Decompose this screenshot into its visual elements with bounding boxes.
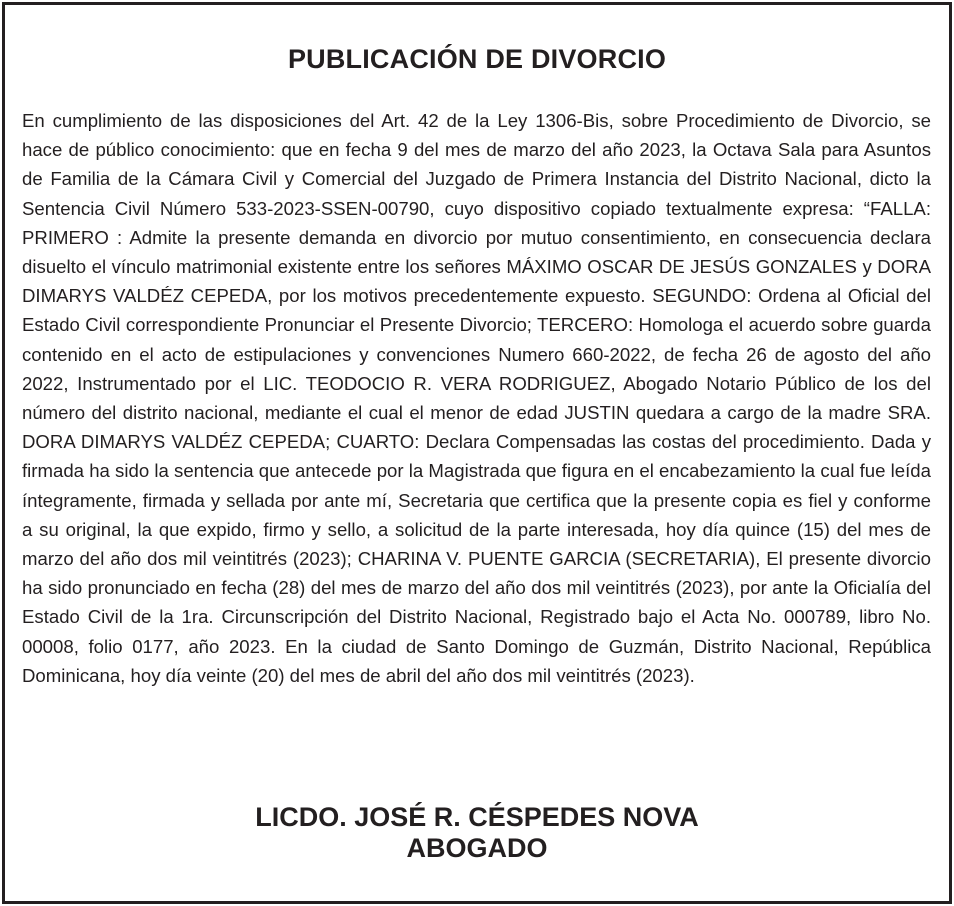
legal-notice-box xyxy=(2,2,952,904)
signature-block xyxy=(5,802,949,864)
signature-role: ABOGADO xyxy=(406,833,548,863)
signature-name: LICDO. JOSÉ R. CÉSPEDES NOVA xyxy=(255,802,699,832)
notice-body-text: En cumplimiento de las disposiciones del Art. 42 de la Ley 1306-Bis, sobre Procedimiento de Divorcio, se hace de público conocimiento: que en fecha 9 del mes de marzo del año 2023, la Octava Sala para Asuntos de Familia de la Cámara Civil y Comercial del Juzgado de Primera Instancia del Distrito Nacional, dicto la Sentencia Civil Número 533-2023-SSEN-00790, cuyo dispositivo copiado textualmente expresa: “FALLA: PRIMERO : Admite la presente demanda en divorcio por mutuo consentimiento, en consecuencia declara disuelto el vínculo matrimonial existente entre los señores MÁXIMO OSCAR DE JESÚS GONZALES y DORA DIMARYS VALDÉZ CEPEDA, por los motivos precedentemente expuesto. SEGUNDO: Ordena al Oficial del Estado Civil correspondiente Pronunciar el Presente Divorcio; TERCERO: Homologa el acuerdo sobre guarda contenido en el acto de estipulaciones y convenciones Numero 660-2022, de fecha 26 de agosto del año 2022, Instrumentado por el LIC. TEODOCIO R. VERA RODRIGUEZ, Abogado Notario Público de los del número del distrito nacional, mediante el cual el menor de edad JUSTIN quedara a cargo de la madre SRA. DORA DIMARYS VALDÉZ CEPEDA; CUARTO: Declara Compensadas las costas del procedimiento. Dada y firmada ha sido la sentencia que antecede por la Magistrada que figura en el encabezamiento la cual fue leída íntegramente, firmada y sellada por ante mí, Secretaria que certifica que la presente copia es fiel y conforme a su original, la que expido, firmo y sello, a solicitud de la parte interesada, hoy día quince (15) del mes de marzo del año dos mil veintitrés (2023); CHARINA V. PUENTE GARCIA (SECRETARIA), El presente divorcio ha sido pronunciado en fecha (28) del mes de marzo del año dos mil veintitrés (2023), por ante la Oficialía del Estado Civil de la 1ra. Circunscripción del Distrito Nacional, Registrado bajo el Acta No. 000789, libro No. 00008, folio 0177, año 2023. En la ciudad de Santo Domingo de Guzmán, Distrito Nacional, República Dominicana, hoy día veinte (20) del mes de abril del año dos mil veintitrés (2023). xyxy=(22,110,931,686)
notice-title: PUBLICACIÓN DE DIVORCIO xyxy=(287,44,667,74)
